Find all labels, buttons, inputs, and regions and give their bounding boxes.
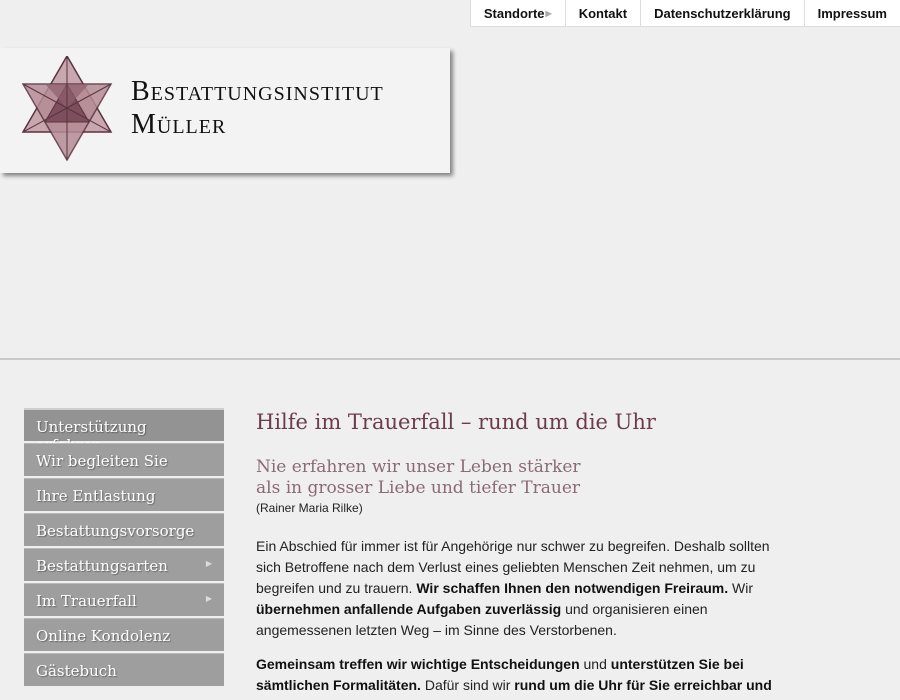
brand-line-2: Müller — [131, 109, 227, 140]
text: Ein Abschied für immer ist für Angehörige nur schwer zu begreifen. Deshalb sollten sich Betroffene nach dem Verlust eines geliebten Menschen Zeit nehmen, um zu begreifen und zu trauern. — [256, 538, 770, 596]
sidebar-item-label: Im Trauerfall — [36, 592, 137, 610]
logo-card[interactable] — [0, 48, 450, 173]
topnav-datenschutz[interactable]: Datenschutzerklärung — [640, 0, 804, 27]
sidebar-navigation — [24, 408, 224, 688]
text: und — [579, 656, 611, 672]
star-logo-icon — [20, 56, 114, 162]
sidebar-item-entlastung[interactable]: Ihre Entlastung — [24, 478, 224, 511]
quote — [256, 457, 776, 499]
topnav-impressum[interactable]: Impressum — [804, 0, 900, 27]
bold-text: Gemeinsam treffen wir wichtige Entscheidungen — [256, 656, 580, 672]
quote-author: (Rainer Maria Rilke) — [256, 501, 363, 515]
chevron-right-icon: ▶ — [545, 9, 552, 18]
chevron-right-icon: ▶ — [205, 594, 212, 603]
bold-text: Wir schaffen Ihnen den notwendigen Freiraum. — [416, 580, 729, 596]
chevron-right-icon: ▶ — [205, 559, 212, 568]
quote-line-2: als in grosser Liebe und tiefer Trauer — [256, 478, 581, 498]
page-title: Hilfe im Trauerfall – rund um die Uhr — [256, 410, 656, 434]
paragraph-1 — [256, 536, 776, 641]
sidebar-item-label: Bestattungsarten — [36, 557, 168, 575]
text: Wir — [728, 580, 754, 596]
topnav-standorte[interactable] — [471, 0, 565, 27]
top-navigation — [470, 0, 900, 27]
paragraph-2 — [256, 654, 776, 696]
bold-text: rund um die Uhr für Sie erreichbar und — [514, 677, 772, 693]
main-content — [256, 410, 776, 700]
brand-name — [131, 75, 384, 141]
sidebar-item-vorsorge[interactable]: Bestattungsvorsorge — [24, 513, 224, 546]
text: und organisieren einen angemessenen letzten Weg – im Sinne des Verstorbenen. — [256, 601, 708, 638]
sidebar-item-gaestebuch[interactable]: Gästebuch — [24, 653, 224, 686]
sidebar-item-kondolenz[interactable]: Online Kondolenz — [24, 618, 224, 651]
bold-text: übernehmen anfallende Aufgaben zuverlässig — [256, 601, 562, 617]
sidebar-item-begleiten[interactable]: Wir begleiten Sie — [24, 443, 224, 476]
sidebar-item-trauerfall[interactable] — [24, 583, 224, 616]
text: Dafür sind wir — [420, 677, 515, 693]
quote-line-1: Nie erfahren wir unser Leben stärker — [256, 457, 581, 477]
brand-line-1: Bestattungsinstitut — [131, 76, 384, 107]
sidebar-item-unterstuetzung[interactable]: Unterstützung — [24, 408, 224, 441]
topnav-kontakt[interactable]: Kontakt — [565, 0, 640, 27]
sidebar-item-bestattungsarten[interactable] — [24, 548, 224, 581]
topnav-standorte-label: Standorte — [483, 6, 545, 21]
bold-text: unterstützen Sie bei sämtlichen Formalitäten. — [256, 656, 744, 693]
